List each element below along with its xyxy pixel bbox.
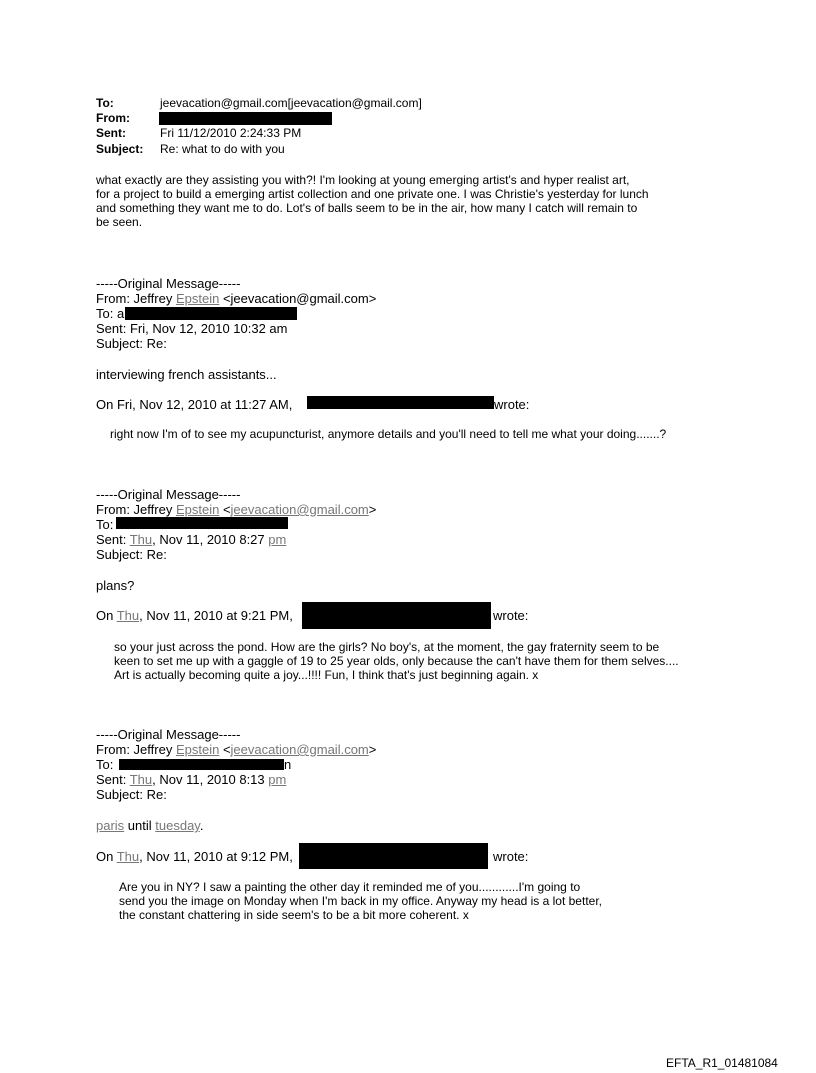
sent-prefix: Sent: xyxy=(96,772,130,787)
pm-link[interactable]: pm xyxy=(268,772,287,787)
message-divider: -----Original Message----- xyxy=(96,487,241,502)
from-line xyxy=(96,502,376,517)
document-id: EFTA_R1_01481084 xyxy=(666,1056,778,1070)
body-end: . xyxy=(199,818,204,833)
from-line xyxy=(96,742,376,757)
quoted-line: keen to set me up with a gaggle of 19 to 25 year olds, only because the can't have them for them selves.... xyxy=(114,654,679,668)
wrote-label: wrote: xyxy=(494,397,530,412)
quoted-line: Are you in NY? I saw a painting the other day it reminded me of you............I'm going to xyxy=(119,880,581,894)
pm-link[interactable]: pm xyxy=(268,532,287,547)
message-body xyxy=(96,818,203,833)
body-line: be seen. xyxy=(96,215,143,229)
day-link[interactable]: Thu xyxy=(129,532,153,547)
epstein-link[interactable]: Epstein xyxy=(175,502,220,517)
quoted-line: the constant chattering in side seem's to be a bit more coherent. x xyxy=(119,908,469,922)
sent-line xyxy=(96,772,286,787)
to-label: To: xyxy=(96,306,114,321)
to-value: jeevacation@gmail.com[jeevacation@gmail.com] xyxy=(160,96,422,110)
redaction-bar-to xyxy=(125,307,297,320)
message-body: interviewing french assistants... xyxy=(96,367,277,382)
day-link[interactable]: Thu xyxy=(129,772,153,787)
day-link[interactable]: Thu xyxy=(116,608,140,623)
tuesday-link[interactable]: tuesday xyxy=(155,818,200,833)
from-prefix: From: Jeffrey xyxy=(96,742,176,757)
body-mid: until xyxy=(124,818,156,833)
bracket: < xyxy=(219,742,231,757)
wrote-label: wrote: xyxy=(493,608,529,623)
from-label: From: xyxy=(96,111,130,125)
message-body: plans? xyxy=(96,578,135,593)
from-prefix: From: Jeffrey xyxy=(96,502,176,517)
on-date: , Nov 11, 2010 at 9:21 PM, xyxy=(139,608,293,623)
body-line: for a project to build a emerging artist collection and one private one. I was Christie's yesterday for lunch xyxy=(96,187,649,201)
message-divider: -----Original Message----- xyxy=(96,276,241,291)
email-link[interactable]: jeevacation@gmail.com xyxy=(230,742,369,757)
redaction-bar-to xyxy=(119,759,284,770)
to-line xyxy=(96,306,124,321)
from-line xyxy=(96,291,376,306)
to-fragment: n xyxy=(284,757,292,772)
on-wrote-line xyxy=(96,608,293,623)
sent-date: , Nov 11, 2010 8:27 xyxy=(152,532,269,547)
email-link[interactable]: jeevacation@gmail.com xyxy=(230,502,369,517)
epstein-link[interactable]: Epstein xyxy=(175,742,220,757)
from-email: <jeevacation@gmail.com> xyxy=(219,291,377,306)
to-line: To: xyxy=(96,517,114,532)
to-line: To: xyxy=(96,757,114,772)
redaction-bar-to xyxy=(116,517,288,529)
on-wrote-line xyxy=(96,849,293,864)
to-label: To: xyxy=(96,96,114,110)
on-prefix: On xyxy=(96,608,117,623)
quoted-line: send you the image on Monday when I'm back in my office. Anyway my head is a lot better, xyxy=(119,894,602,908)
wrote-label: wrote: xyxy=(493,849,529,864)
redaction-bar-sender xyxy=(302,602,491,629)
epstein-link[interactable]: Epstein xyxy=(175,291,220,306)
redaction-bar-sender xyxy=(299,843,488,869)
quoted-line: Art is actually becoming quite a joy...!!!! Fun, I think that's just beginning again. x xyxy=(114,668,539,682)
body-line: what exactly are they assisting you with?! I'm looking at young emerging artist's and hyper realist art, xyxy=(96,173,630,187)
sent-line xyxy=(96,532,286,547)
from-prefix: From: Jeffrey xyxy=(96,291,176,306)
sent-label: Sent: xyxy=(96,126,126,140)
quoted-text: right now I'm of to see my acupuncturist, anymore details and you'll need to tell me what your doing.......? xyxy=(110,427,667,441)
on-wrote-line: On Fri, Nov 12, 2010 at 11:27 AM, xyxy=(96,397,293,412)
body-line: and something they want me to do. Lot's of balls seem to be in the air, how many I catch will remain to xyxy=(96,201,638,215)
sent-value: Fri 11/12/2010 2:24:33 PM xyxy=(160,126,302,140)
subject-line: Subject: Re: xyxy=(96,336,167,351)
subject-line: Subject: Re: xyxy=(96,547,167,562)
bracket: < xyxy=(219,502,231,517)
bracket: > xyxy=(368,742,377,757)
sent-date: , Nov 11, 2010 8:13 xyxy=(152,772,269,787)
to-fragment: a xyxy=(116,306,125,321)
day-link[interactable]: Thu xyxy=(116,849,140,864)
subject-label: Subject: xyxy=(96,142,144,156)
bracket: > xyxy=(368,502,377,517)
subject-value: Re: what to do with you xyxy=(160,142,285,156)
on-date: , Nov 11, 2010 at 9:12 PM, xyxy=(139,849,293,864)
sent-prefix: Sent: xyxy=(96,532,130,547)
on-prefix: On xyxy=(96,849,117,864)
quoted-line: so your just across the pond. How are the girls? No boy's, at the moment, the gay fraternity seem to be xyxy=(114,640,660,654)
subject-line: Subject: Re: xyxy=(96,787,167,802)
message-divider: -----Original Message----- xyxy=(96,727,241,742)
redaction-bar-from xyxy=(159,112,332,125)
paris-link[interactable]: paris xyxy=(96,818,125,833)
redaction-bar-sender xyxy=(307,396,494,409)
sent-line: Sent: Fri, Nov 12, 2010 10:32 am xyxy=(96,321,288,336)
